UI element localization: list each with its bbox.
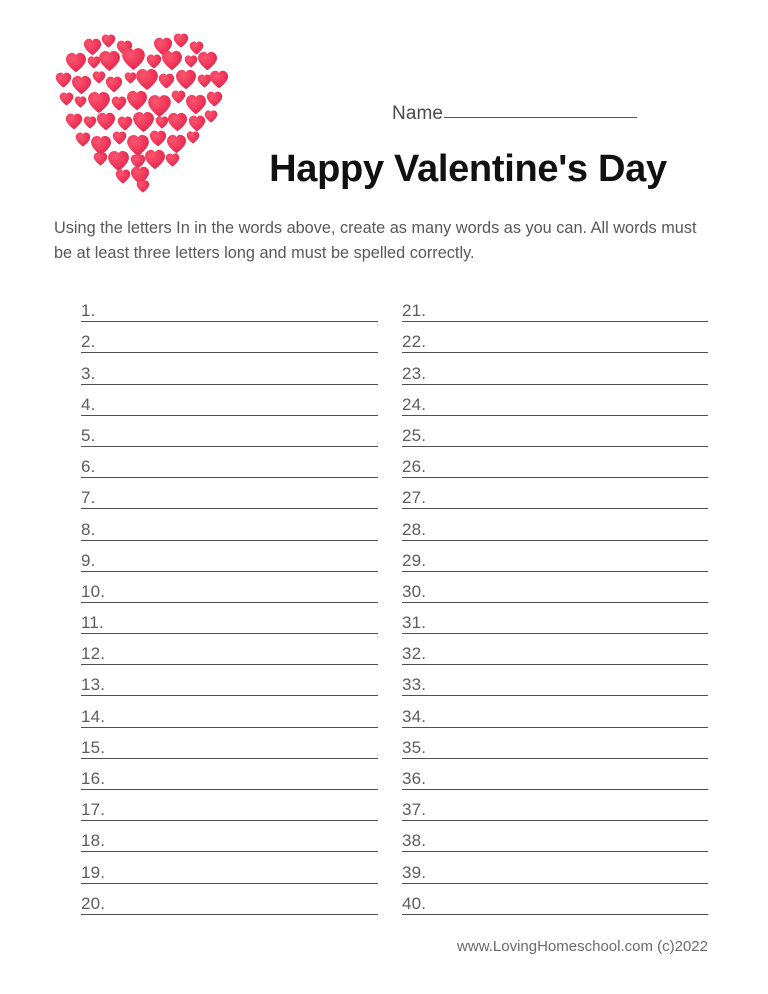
answer-number-label: 39. [402, 862, 427, 882]
answer-number-label: 30. [402, 581, 427, 601]
answer-number-label: 17. [81, 800, 106, 820]
footer-credit: www.LovingHomeschool.com (c)2022 [457, 938, 708, 955]
answer-number-label: 2. [81, 332, 96, 352]
answer-number-label: 19. [81, 862, 106, 882]
answer-row [81, 353, 378, 384]
answer-number-label: 18. [81, 831, 106, 851]
answer-write-line[interactable] [402, 888, 708, 914]
answer-write-line[interactable] [81, 732, 378, 758]
answer-row [402, 478, 708, 509]
answer-number-label: 22. [402, 332, 427, 352]
answer-write-line[interactable] [81, 482, 378, 508]
answer-write-line[interactable] [81, 295, 378, 321]
answer-lines-area [0, 291, 768, 932]
answer-row [81, 322, 378, 353]
answer-write-line[interactable] [402, 607, 708, 633]
answer-number-label: 8. [81, 519, 96, 539]
answer-number-label: 23. [402, 363, 427, 383]
answer-row [81, 416, 378, 447]
worksheet-header [0, 0, 768, 262]
answer-number-label: 20. [81, 893, 106, 913]
answer-row [402, 541, 708, 572]
answer-number-label: 29. [402, 550, 427, 570]
answer-write-line[interactable] [81, 607, 378, 633]
answer-row [402, 790, 708, 821]
answer-number-label: 34. [402, 706, 427, 726]
answer-write-line[interactable] [402, 732, 708, 758]
answer-write-line[interactable] [402, 794, 708, 820]
answer-write-line[interactable] [81, 514, 378, 540]
name-input-blank[interactable] [444, 117, 637, 118]
answer-number-label: 38. [402, 831, 427, 851]
answer-number-label: 13. [81, 675, 106, 695]
answer-number-label: 3. [81, 363, 96, 383]
answer-column-right [402, 291, 708, 915]
answer-number-label: 40. [402, 893, 427, 913]
page-title: Happy Valentine's Day [269, 148, 667, 190]
answer-row [402, 884, 708, 915]
answer-row [402, 385, 708, 416]
answer-write-line[interactable] [402, 420, 708, 446]
answer-row [402, 291, 708, 322]
answer-write-line[interactable] [81, 326, 378, 352]
name-label: Name [392, 103, 444, 124]
answer-number-label: 10. [81, 581, 106, 601]
answer-number-label: 14. [81, 706, 106, 726]
name-field[interactable] [392, 103, 692, 129]
answer-row [81, 790, 378, 821]
answer-row [81, 478, 378, 509]
answer-row [81, 447, 378, 478]
answer-row [402, 353, 708, 384]
answer-number-label: 26. [402, 457, 427, 477]
answer-write-line[interactable] [81, 669, 378, 695]
answer-write-line[interactable] [402, 514, 708, 540]
answer-row [81, 728, 378, 759]
answer-number-label: 7. [81, 488, 96, 508]
answer-row [81, 385, 378, 416]
answer-write-line[interactable] [81, 888, 378, 914]
answer-row [81, 821, 378, 852]
answer-row [402, 759, 708, 790]
answer-write-line[interactable] [402, 701, 708, 727]
answer-write-line[interactable] [402, 326, 708, 352]
answer-number-label: 27. [402, 488, 427, 508]
answer-row [81, 634, 378, 665]
answer-row [81, 541, 378, 572]
answer-write-line[interactable] [81, 763, 378, 789]
answer-write-line[interactable] [81, 545, 378, 571]
answer-number-label: 9. [81, 550, 96, 570]
instructions-text: Using the letters In in the words above, create as many words as you can. All words must be at least three letters long and must be spelled correctly. [54, 219, 697, 262]
answer-number-label: 6. [81, 457, 96, 477]
answer-write-line[interactable] [402, 389, 708, 415]
answer-row [402, 509, 708, 540]
answer-row [402, 572, 708, 603]
answer-write-line[interactable] [402, 825, 708, 851]
answer-write-line[interactable] [81, 389, 378, 415]
answer-write-line[interactable] [81, 857, 378, 883]
answer-number-label: 28. [402, 519, 427, 539]
answer-write-line[interactable] [81, 825, 378, 851]
answer-write-line[interactable] [81, 451, 378, 477]
answer-row [402, 322, 708, 353]
answer-row [402, 852, 708, 883]
answer-row [81, 572, 378, 603]
answer-row [402, 416, 708, 447]
answer-row [402, 603, 708, 634]
answer-write-line[interactable] [402, 857, 708, 883]
answer-write-line[interactable] [402, 669, 708, 695]
answer-row [402, 634, 708, 665]
answer-number-label: 4. [81, 394, 96, 414]
answer-write-line[interactable] [81, 576, 378, 602]
answer-write-line[interactable] [81, 638, 378, 664]
answer-row [81, 884, 378, 915]
answer-row [402, 821, 708, 852]
answer-row [402, 728, 708, 759]
answer-write-line[interactable] [402, 576, 708, 602]
answer-write-line[interactable] [81, 420, 378, 446]
answer-write-line[interactable] [402, 358, 708, 384]
answer-number-label: 1. [81, 301, 96, 321]
answer-number-label: 35. [402, 737, 427, 757]
answer-number-label: 24. [402, 394, 427, 414]
answer-column-left [81, 291, 378, 915]
answer-number-label: 16. [81, 769, 106, 788]
answer-row [81, 603, 378, 634]
answer-number-label: 36. [402, 769, 427, 788]
answer-row [402, 447, 708, 478]
answer-number-label: 32. [402, 644, 427, 664]
answer-number-label: 31. [402, 613, 427, 633]
answer-row [402, 665, 708, 696]
answer-row [81, 696, 378, 727]
answer-number-label: 12. [81, 644, 106, 664]
answer-row [81, 509, 378, 540]
answer-write-line[interactable] [402, 451, 708, 477]
answer-number-label: 33. [402, 675, 427, 695]
answer-write-line[interactable] [402, 545, 708, 571]
answer-number-label: 15. [81, 737, 106, 757]
answer-write-line[interactable] [402, 295, 708, 321]
answer-row [402, 696, 708, 727]
answer-number-label: 37. [402, 800, 427, 820]
answer-number-label: 25. [402, 425, 427, 445]
answer-number-label: 5. [81, 425, 96, 445]
answer-number-label: 11. [81, 613, 104, 633]
answer-row [81, 759, 378, 790]
answer-row [81, 665, 378, 696]
answer-row [81, 291, 378, 322]
answer-number-label: 21. [402, 301, 427, 321]
answer-write-line[interactable] [402, 482, 708, 508]
answer-write-line[interactable] [402, 638, 708, 664]
answer-write-line[interactable] [81, 794, 378, 820]
answer-row [81, 852, 378, 883]
answer-write-line[interactable] [402, 763, 708, 789]
answer-write-line[interactable] [81, 358, 378, 384]
answer-write-line[interactable] [81, 701, 378, 727]
